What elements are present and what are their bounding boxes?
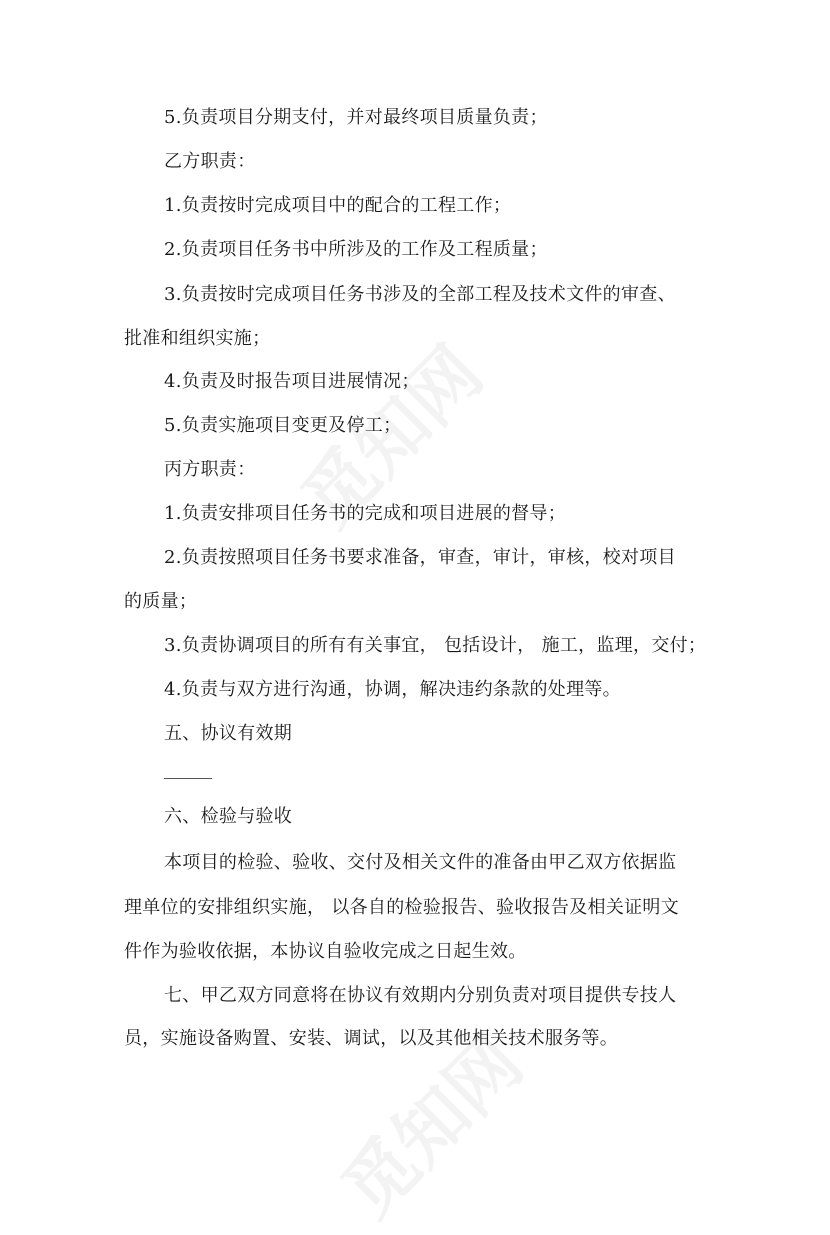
paragraph-line: 理单位的安排组织实施， 以各自的检验报告、验收报告及相关证明文 bbox=[124, 897, 680, 918]
paragraph-line: 丙方职责： bbox=[164, 459, 256, 480]
paragraph-line: 3.负责协调项目的所有有关事宜， 包括设计， 施工，监理，交付； bbox=[164, 635, 707, 656]
paragraph-line: 七、甲乙双方同意将在协议有效期内分别负责对项目提供专技人 bbox=[164, 985, 677, 1006]
section-heading: 六、检验与验收 bbox=[164, 806, 293, 827]
paragraph-line: 2.负责按照项目任务书要求准备，审查，审计，审核，校对项目 bbox=[164, 547, 676, 568]
paragraph-line: 3.负责按时完成项目任务书涉及的全部工程及技术文件的审查、 bbox=[164, 284, 676, 305]
paragraph-line: 1.负责按时完成项目中的配合的工程工作； bbox=[164, 195, 512, 216]
paragraph-line: 乙方职责： bbox=[164, 151, 256, 172]
paragraph-line: 的质量； bbox=[124, 591, 198, 612]
section-heading: 五、协议有效期 bbox=[164, 723, 293, 744]
paragraph-line: 1.负责安排项目任务书的完成和项目进展的督导； bbox=[164, 503, 567, 524]
paragraph-line: 4.负责与双方进行沟通，协调，解决违约条款的处理等。 bbox=[164, 679, 621, 700]
paragraph-line: 5.负责项目分期支付，并对最终项目质量负责； bbox=[164, 107, 548, 128]
paragraph-line: 员，实施设备购置、安装、调试，以及其他相关技术服务等。 bbox=[124, 1028, 619, 1049]
paragraph-line: 2.负责项目任务书中所涉及的工作及工程质量； bbox=[164, 239, 548, 260]
paragraph-line: 5.负责实施项目变更及停工； bbox=[164, 415, 402, 436]
paragraph-line: 批准和组织实施； bbox=[124, 328, 271, 349]
paragraph-line: 4.负责及时报告项目进展情况； bbox=[164, 371, 420, 392]
paragraph-line: 件作为验收依据，本协议自验收完成之日起生效。 bbox=[124, 941, 527, 962]
separator-line bbox=[164, 778, 212, 779]
paragraph-line: 本项目的检验、验收、交付及相关文件的准备由甲乙双方依据监 bbox=[164, 852, 677, 873]
